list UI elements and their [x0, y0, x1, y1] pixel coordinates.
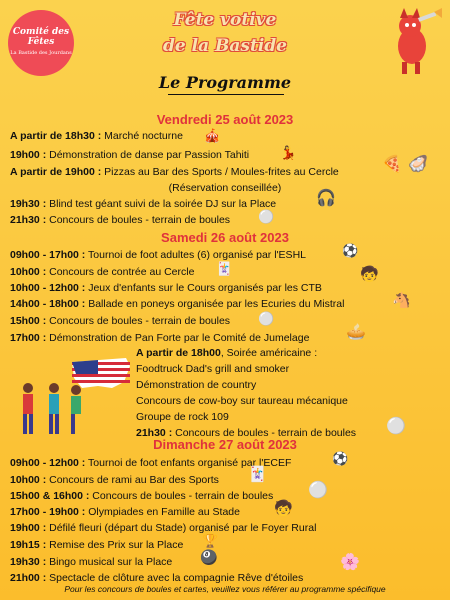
soiree-item-3 [136, 379, 256, 392]
market-stall-icon: 🎪 [204, 128, 221, 143]
soiree-item-2-text: Foodtruck Dad's grill and smoker [136, 363, 290, 375]
mussels-icon: 🦪 [408, 156, 428, 173]
fri-item-1 [10, 130, 183, 143]
flower-icon: 🌸 [340, 554, 360, 571]
fri-item-3b [0, 182, 450, 195]
soiree-item-6-time: 21h30 : [136, 427, 173, 439]
fri-item-1-time: A partir de 18h30 : [10, 130, 102, 142]
fri-item-2 [10, 149, 249, 162]
tahiti-dancer-icon: 💃 [280, 145, 297, 160]
playing-cards-icon-2: 🃏 [248, 466, 267, 483]
soiree-item-4-text: Concours de cow-boy sur taureau mécanique [136, 395, 348, 407]
sat-item-4-text: Ballade en poneys organisée par les Ecuries du Mistral [85, 298, 345, 310]
sun-item-6-text: Remise des Prix sur la Place [46, 539, 184, 551]
sat-item-6 [10, 332, 309, 345]
pony-icon: 🐴 [392, 292, 411, 309]
sun-item-2-time: 10h00 : [10, 474, 47, 486]
boules-icon-4: ⚪ [308, 482, 328, 499]
sun-item-6 [10, 539, 183, 552]
boules-icon: ⚪ [258, 209, 275, 224]
logo-line1: Comité des [12, 27, 70, 37]
sat-item-5 [10, 315, 230, 328]
sun-item-1-time: 09h00 - 12h00 : [10, 457, 86, 469]
sun-item-2-text: Concours de rami au Bar des Sports [46, 474, 219, 486]
fri-item-4 [10, 198, 276, 211]
sun-item-4-time: 17h00 - 19h00 : [10, 506, 86, 518]
pizza-icon: 🍕 [382, 156, 402, 173]
sun-item-8-text: Spectacle de clôture avec la compagnie Rêve d'étoiles [46, 572, 304, 584]
day-saturday: Samedi 26 août 2023 [161, 230, 289, 245]
day-friday: Vendredi 25 août 2023 [156, 112, 294, 127]
sat-item-1 [10, 249, 306, 262]
dragon-mascot-icon [384, 6, 444, 76]
family-games-icon: 🧒 [274, 500, 293, 517]
fri-item-3b-text: (Réservation conseillée) [168, 182, 282, 194]
sun-item-5-time: 19h00 : [10, 522, 47, 534]
boules-icon-2: ⚪ [258, 311, 275, 326]
sun-item-6-time: 19h15 : [10, 539, 47, 551]
sat-item-4 [10, 298, 344, 311]
sun-item-2 [10, 474, 219, 487]
programme-underline [168, 94, 284, 95]
boules-icon-3: ⚪ [386, 418, 406, 435]
sat-item-6-text: Démonstration de Pan Forte par le Comité de Jumelage [46, 332, 310, 344]
sat-item-4-time: 14h00 - 18h00 : [10, 298, 86, 310]
sat-item-1-time: 09h00 - 17h00 : [10, 249, 86, 261]
sat-item-2-text: Concours de contrée au Cercle [46, 266, 195, 278]
children-icon: 🧒 [360, 266, 379, 283]
pan-forte-cake-icon: 🥧 [346, 324, 366, 341]
dj-icon: 🎧 [316, 190, 336, 207]
football-icon-2: ⚽ [332, 451, 349, 466]
sun-item-5-text: Défilé fleuri (départ du Stade) organisé par le Foyer Rural [46, 522, 317, 534]
sun-item-3-time: 15h00 & 16h00 : [10, 490, 90, 502]
title-line1: Fête votive [173, 10, 277, 30]
sat-item-5-time: 15h00 : [10, 315, 47, 327]
fri-item-5-text: Concours de boules - terrain de boules [46, 214, 231, 226]
fri-item-4-text: Blind test géant suivi de la soirée DJ sur la Place [46, 198, 277, 210]
sun-item-7-time: 19h30 : [10, 556, 47, 568]
logo-line3: La Bastide des Jourdans [10, 50, 72, 56]
sun-item-1-text: Tournoi de foot enfants organisé par l'ECEF [85, 457, 292, 469]
fri-item-3-time: A partir de 19h00 : [10, 166, 102, 178]
soiree-item-1 [136, 347, 317, 360]
fri-item-2-text: Démonstration de danse par Passion Tahiti [46, 149, 250, 161]
fri-item-1-text: Marché nocturne [101, 130, 183, 142]
fri-item-3 [10, 166, 339, 179]
fri-item-4-time: 19h30 : [10, 198, 47, 210]
sat-item-5-text: Concours de boules - terrain de boules [46, 315, 231, 327]
day-sunday: Dimanche 27 août 2023 [153, 437, 297, 452]
soiree-item-4 [136, 395, 348, 408]
football-icon: ⚽ [342, 243, 359, 258]
soiree-item-1-text: , Soirée américaine : [220, 347, 318, 359]
sun-item-5 [10, 522, 316, 535]
playing-cards-icon: 🃏 [216, 261, 233, 276]
sat-item-6-time: 17h00 : [10, 332, 47, 344]
soiree-item-2 [136, 363, 289, 376]
sun-item-4-text: Olympiades en Famille au Stade [85, 506, 240, 518]
sat-item-3 [10, 282, 322, 295]
sat-item-2-time: 10h00 : [10, 266, 47, 278]
trophy-icon: 🏆 [202, 533, 219, 548]
fri-item-2-time: 19h00 : [10, 149, 47, 161]
fri-item-5-time: 21h30 : [10, 214, 47, 226]
sun-item-4 [10, 506, 240, 519]
sun-item-7-text: Bingo musical sur la Place [46, 556, 173, 568]
sat-item-3-text: Jeux d'enfants sur le Cours organisés par les CTB [85, 282, 322, 294]
footer-note: Pour les concours de boules et cartes, veuillez vous référer au programme spécifique [64, 584, 386, 594]
soiree-item-5-text: Groupe de rock 109 [136, 411, 229, 423]
country-dancers-icon [14, 378, 84, 438]
sun-item-7 [10, 556, 172, 569]
logo-line2: Fêtes [27, 37, 55, 47]
sat-item-2 [10, 266, 194, 279]
soiree-item-1-time: A partir de 18h00 [136, 347, 221, 359]
sun-item-3 [10, 490, 273, 503]
sat-item-3-time: 10h00 - 12h00 : [10, 282, 86, 294]
soiree-item-3-text: Démonstration de country [136, 379, 257, 391]
soiree-item-5 [136, 411, 229, 424]
programme-heading: Le Programme [158, 73, 292, 92]
sun-item-8-time: 21h00 : [10, 572, 47, 584]
fri-item-3-text: Pizzas au Bar des Sports / Moules-frites au Cercle [101, 166, 339, 178]
sat-item-1-text: Tournoi de foot adultes (6) organisé par l'ESHL [85, 249, 306, 261]
sun-item-3-text: Concours de boules - terrain de boules [89, 490, 274, 502]
fri-item-5 [10, 214, 230, 227]
title-line2: de la Bastide [163, 36, 287, 56]
bingo-icon: 🎱 [200, 549, 218, 565]
soiree-item-6-text: Concours de boules - terrain de boules [172, 427, 357, 439]
